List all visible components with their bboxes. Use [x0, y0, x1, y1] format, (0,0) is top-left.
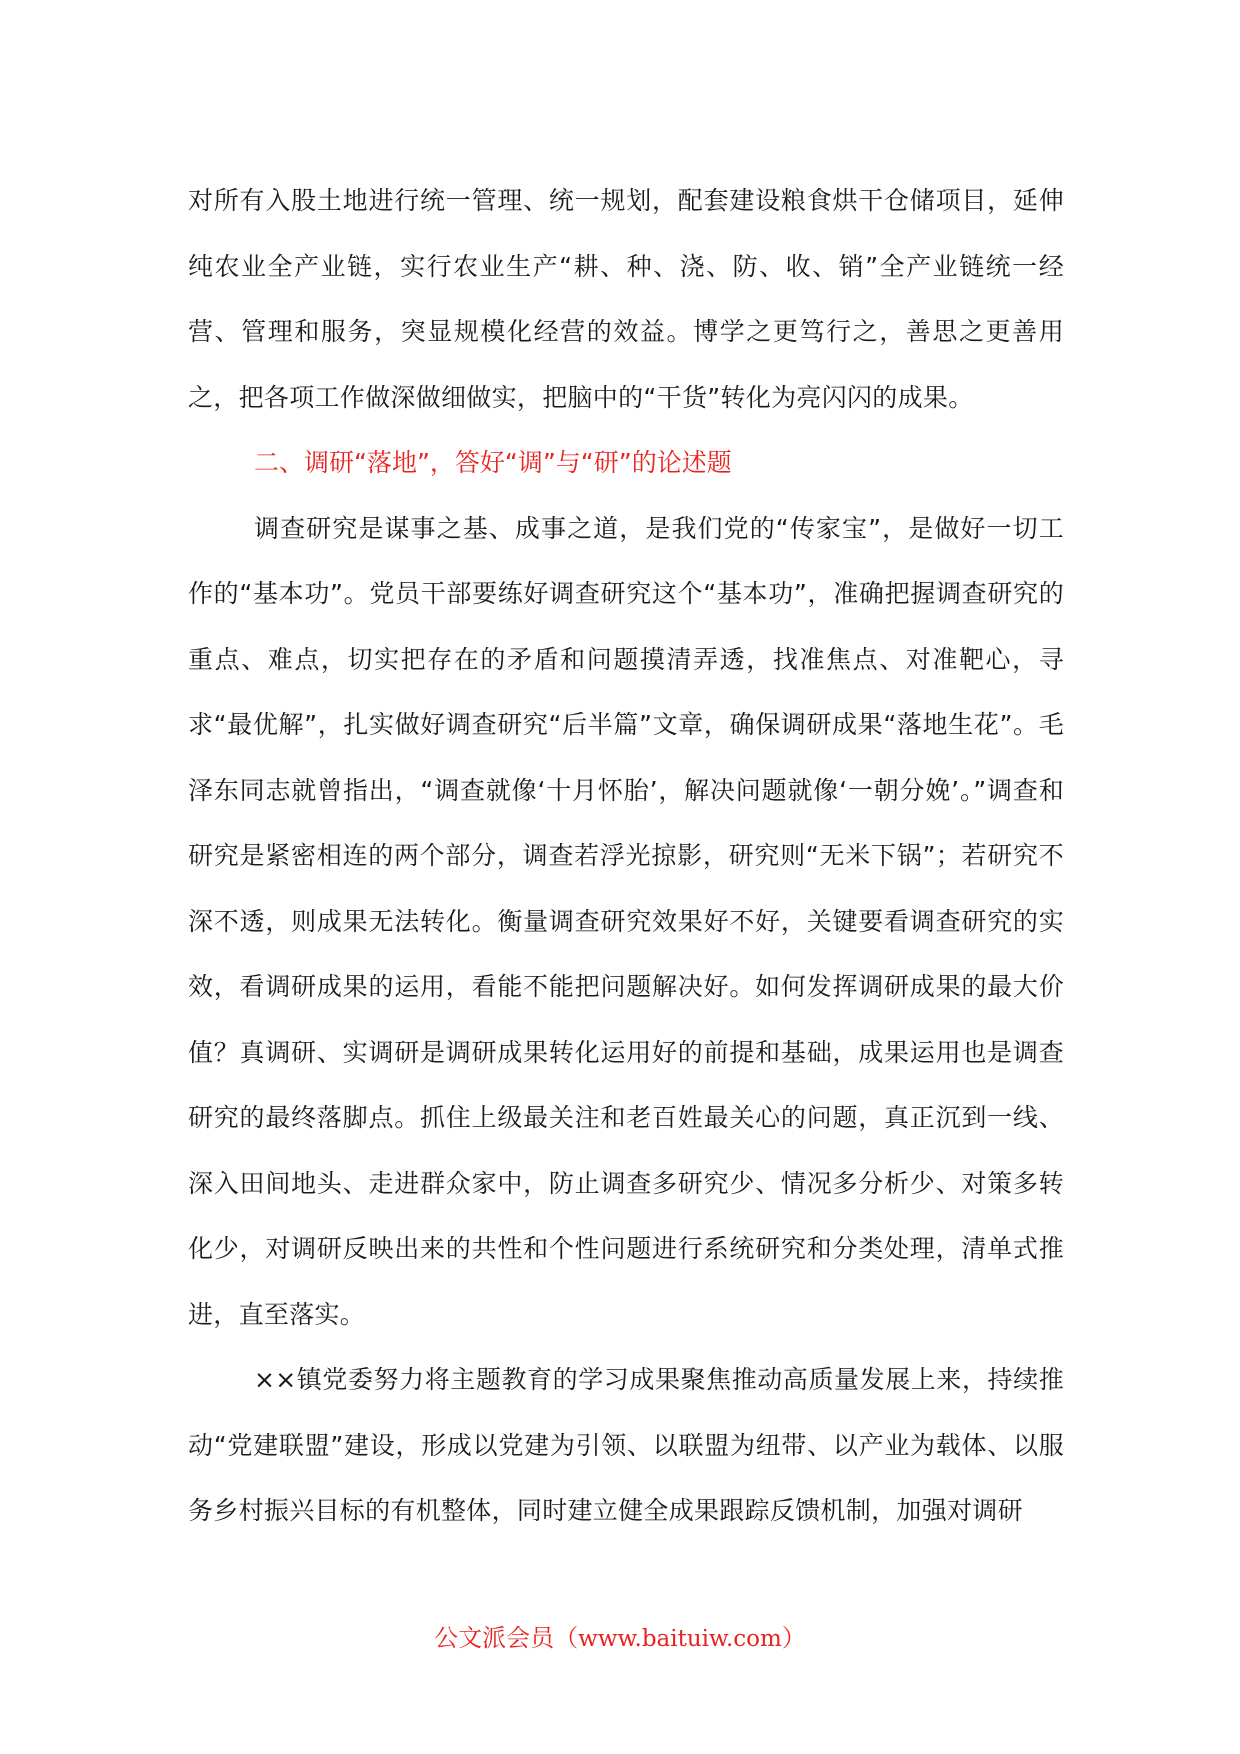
footer-close: ） — [781, 1624, 806, 1652]
paragraph-1: 对所有入股土地进行统一管理、统一规划，配套建设粮食烘干仓储项目，延伸纯农业全产业链，实行农业生产“耕、种、浇、防、收、销”全产业链统一经营、管理和服务，突显规模化经营的效益。博学之更笃行之，善思之更善用之，把各项工作做深做细做实，把脑中的“干货”转化为亮闪闪的成果。 — [188, 186, 1064, 412]
footer-site-link[interactable]: www.baituiw.com — [578, 1626, 782, 1652]
footer-label: 公文派会员（ — [434, 1624, 579, 1652]
paragraph-3: ××镇党委努力将主题教育的学习成果聚焦推动高质量发展上来，持续推动“党建联盟”建设，形成以党建为引领、以联盟为纽带、以产业为载体、以服务乡村振兴目标的有机整体，同时建立健全成果跟踪反馈机制，加强对调研 — [188, 1365, 1064, 1525]
page-footer — [0, 1618, 1240, 1653]
document-body — [188, 168, 1064, 1544]
paragraph-2: 调查研究是谋事之基、成事之道，是我们党的“传家宝”，是做好一切工作的“基本功”。党员干部要练好调查研究这个“基本功”，准确把握调查研究的重点、难点，切实把存在的矛盾和问题摸清弄透，找准焦点、对准靶心，寻求“最优解”，扎实做好调查研究“后半篇”文章，确保调研成果“落地生花”。毛泽东同志就曾指出，“调查就像‘十月怀胎’，解决问题就像‘一朝分娩’。”调查和研究是紧密相连的两个部分，调查若浮光掠影，研究则“无米下锅”；若研究不深不透，则成果无法转化。衡量调查研究效果好不好，关键要看调查研究的实效，看调研成果的运用，看能不能把问题解决好。如何发挥调研成果的最大价值？真调研、实调研是调研成果转化运用好的前提和基础，成果运用也是调查研究的最终落脚点。抓住上级最关注和老百姓最关心的问题，真正沉到一线、深入田间地头、走进群众家中，防止调查多研究少、情况多分析少、对策多转化少，对调研反映出来的共性和个性问题进行系统研究和分类处理，清单式推进，直至落实。 — [188, 513, 1064, 1329]
section-heading-2: 二、调研“落地”，答好“调”与“研”的论述题 — [254, 448, 732, 477]
